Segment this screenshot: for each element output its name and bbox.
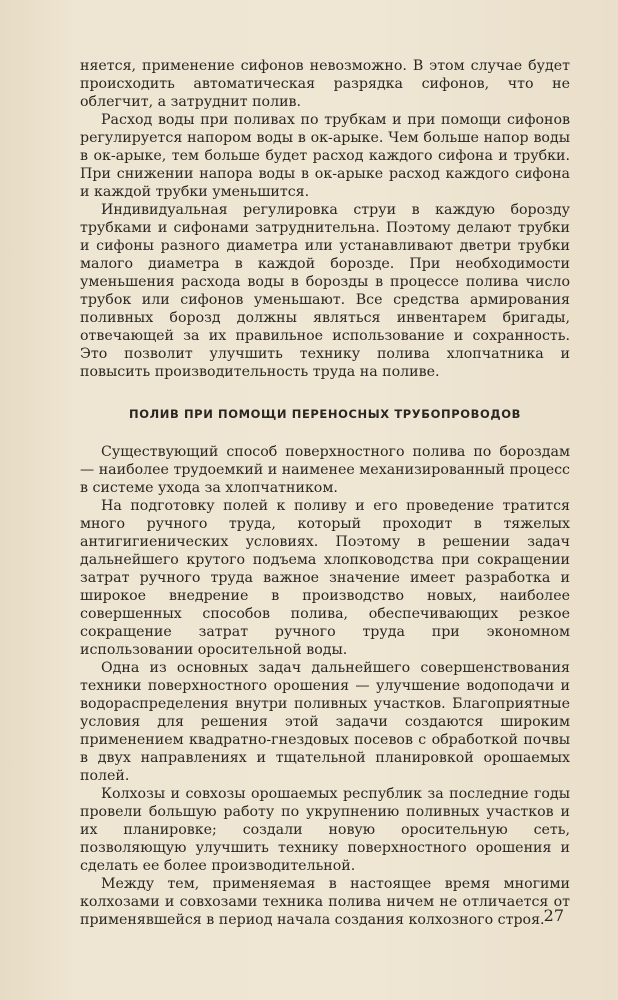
paragraph-bottom-1: Существующий способ поверхностного полива по бороздам — наиболее трудоемкий и наименее механизированный процесс в системе ухода за хлопчатником. xyxy=(80,444,570,496)
paragraph-top-3: Индивидуальная регулировка струи в каждую борозду трубками и сифонами затруднительна. Поэтому делают трубки и сифоны разного диаметра или устанавливают дветри трубки малого диаметра в каждой борозде. При необходимости уменьшения расхода воды в борозды в процессе полива число трубок или сифонов уменьшают. Все средства армирования поливных борозд должны являться инвентарем бригады, отвечающей за их правильное использование и сохранность. Это позволит улучшить технику полива хлопчатника и повысить производительность труда на поливе. xyxy=(80,202,570,380)
paragraph-bottom-4: Колхозы и совхозы орошаемых республик за последние годы провели большую работу по укрупнению поливных участков и их планировке; создали новую оросительную сеть, позволяющую улучшить технику поверхностного орошения и сделать ее более производительной. xyxy=(80,786,570,874)
paragraph-bottom-5: Между тем, применяемая в настоящее время многими колхозами и совхозами техника полива ничем не отличается от применявшейся в период начала создания колхозного строя. xyxy=(80,876,570,928)
paragraph-bottom-3: Одна из основных задач дальнейшего совершенствования техники поверхностного орошения — улучшение водоподачи и водораспределения внутри поливных участков. Благоприятные условия для решения этой задачи создаются широким применением квадратно-гнездовых посевов с обработкой почвы в двух направлениях и тщательной планировкой орошаемых полей. xyxy=(80,660,570,784)
page-number: 27 xyxy=(543,906,564,925)
paragraph-bottom-2: На подготовку полей к поливу и его проведение тратится много ручного труда, который проходит в тяжелых антигигиенических условиях. Поэтому в решении задач дальнейшего крутого подъема хлопководства при сокращении затрат ручного труда важное значение имеет разработка и широкое внедрение в производство новых, наиболее совершенных способов полива, обеспечивающих резкое сокращение затрат ручного труда при экономном использовании оросительной воды. xyxy=(80,498,570,658)
paragraph-top-2: Расход воды при поливах по трубкам и при помощи сифонов регулируется напором воды в ок-арыке. Чем больше напор воды в ок-арыке, тем больше будет расход каждого сифона и трубки. При снижении напора воды в ок-арыке расход каждого сифона и каждой трубки уменьшится. xyxy=(80,112,570,200)
paragraph-top-1: няется, применение сифонов невозможно. В этом случае будет происходить автоматическая разрядка сифонов, что не облегчит, а затруднит полив. xyxy=(80,58,570,110)
section-heading: ПОЛИВ ПРИ ПОМОЩИ ПЕРЕНОСНЫХ ТРУБОПРОВОДОВ xyxy=(129,407,521,421)
